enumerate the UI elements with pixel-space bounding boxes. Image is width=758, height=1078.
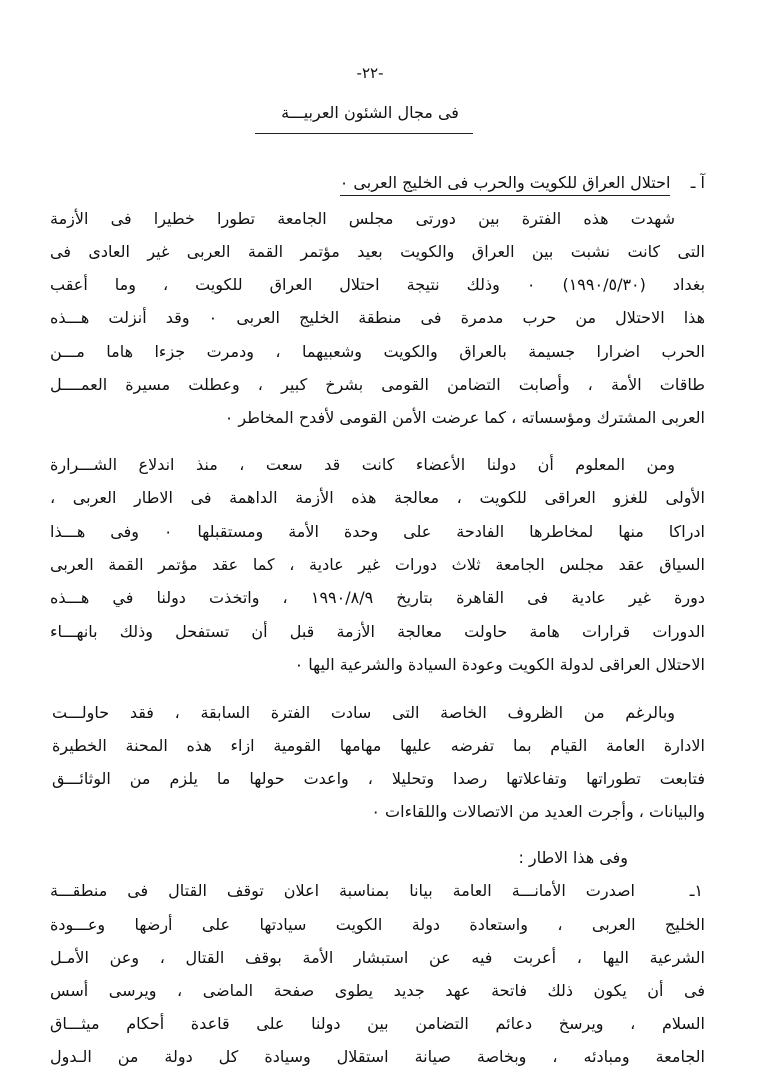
text-line: السياق عقد مجلس الجامعة ثلاث دورات غير عادية ، كما عقد مؤتمر القمة العربى	[50, 555, 705, 574]
text-line: العربى المشترك ومؤسساته ، كما عرضت الأمن القومى لأفدح المخاطر ٠	[224, 408, 705, 427]
text-line: اصدرت الأمانـــة العامة بيانا بمناسبة اعلان توقف القتال فى منطقـــة	[50, 881, 635, 900]
text-line: الخليج العربى ، واستعادة دولة الكويت سيادتها على أرضها وعـــودة	[50, 915, 705, 934]
text-line: هذا الاحتلال من حرب مدمرة فى منطقة الخليج العربى ٠ وقد أنزلت هـــذه	[50, 308, 705, 327]
text-line: دورة غير عادية فى القاهرة بتاريخ ١٩٩٠/٨/٩ ، واتخذت دولنا في هـــذه	[50, 588, 705, 607]
item-marker: ١ـ	[689, 881, 703, 900]
text-line: التى كانت نشبت بين العراق والكويت بعيد مؤتمر القمة العربى غير العادى فى	[50, 242, 705, 261]
text-line: الشرعية اليها ، أعربت فيه عن استبشار الأمة بوقف القتال ، وعن الأمـل	[50, 948, 705, 967]
text-line: الحرب اضرارا جسيمة بالعراق والكويت وشعبيهما ، ودمرت جزءا هاما مـــن	[50, 342, 705, 361]
intro-line: وفى هذا الاطار :	[518, 848, 628, 867]
text-line: والبيانات ، وأجرت العديد من الاتصالات واللقاءات ٠	[371, 802, 705, 821]
section-heading: فى مجال الشئون العربيـــة	[281, 103, 459, 122]
page-number: -٢٢-	[356, 64, 384, 82]
text-line: الادارة العامة القيام بما تفرضه عليها مهامها القومية ازاء هذه المحنة الخطيرة	[52, 736, 705, 755]
subsection-title: احتلال العراق للكويت والحرب فى الخليج العربى ٠	[340, 173, 671, 196]
text-line: الأولى للغزو العراقى للكويت ، معالجة هذه الأزمة الداهمة فى الاطار العربى ،	[50, 488, 705, 507]
heading-underline	[255, 133, 473, 134]
text-line: فى أن يكون ذلك فاتحة عهد جديد يطوى صفحة الماضى ، ويرسى أسس	[50, 981, 705, 1000]
subsection-heading	[225, 173, 705, 192]
subsection-marker: آ ـ	[690, 173, 705, 192]
text-line: السلام ، ويرسخ دعائم التضامن بين دولنا على قاعدة أحكام ميثـــاق	[50, 1014, 705, 1033]
text-line: ادراكا منها لمخاطرها الفادحة على وحدة الأمة ومستقبلها ٠ وفى هـــذا	[50, 522, 705, 541]
text-line: الجامعة ومبادئه ، وبخاصة صيانة استقلال وسيادة كل دولة من الـدول	[50, 1047, 705, 1066]
text-line: بغداد (١٩٩٠/٥/٣٠) ٠ وذلك نتيجة احتلال العراق للكويت ، وما أعقب	[50, 275, 705, 294]
text-line: ومن المعلوم أن دولنا الأعضاء كانت قد سعت ، منذ اندلاع الشـــرارة	[50, 455, 675, 474]
text-line: فتابعت تطوراتها وتفاعلاتها رصدا وتحليلا ، واعدت حولها ما يلزم من الوثائـــق	[52, 769, 705, 788]
text-line: طاقات الأمة ، وأصابت التضامن القومى بشرخ كبير ، وعطلت مسيرة العمــــل	[50, 375, 705, 394]
text-line: وبالرغم من الظروف الخاصة التى سادت الفترة السابقة ، فقد حاولـــت	[52, 703, 675, 722]
text-line: الدورات قرارات هامة حاولت معالجة الأزمة قبل أن تستفحل وذلك بانهـــاء	[50, 622, 705, 641]
text-line: شهدت هذه الفترة بين دورتى مجلس الجامعة تطورا خطيرا فى الأزمة	[50, 209, 675, 228]
text-line: الاحتلال العراقى لدولة الكويت وعودة السيادة والشرعية اليها ٠	[294, 655, 705, 674]
